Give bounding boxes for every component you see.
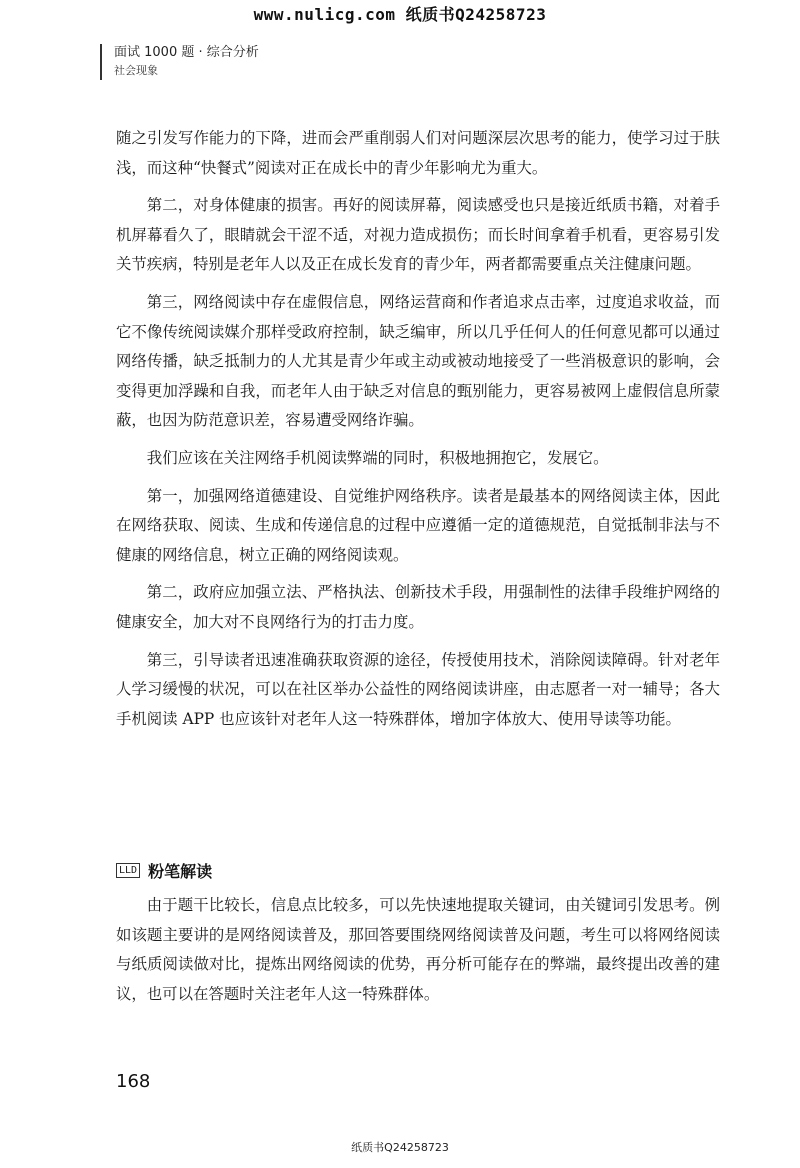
paragraph: 第二，政府应加强立法、严格执法、创新技术手段，用强制性的法律手段维护网络的健康安全，加大对不良网络行为的打击力度。 [116,583,720,631]
paragraph: 第三，网络阅读中存在虚假信息，网络运营商和作者追求点击率，过度追求收益，而它不像传统阅读媒介那样受政府控制，缺乏编审，所以几乎任何人的任何意见都可以通过网络传播，缺乏抵制力的人尤其是青少年或主动或被动地接受了一些消极意识的影响，会变得更加浮躁和自我，而老年人由于缺乏对信息的甄别能力，更容易被网上虚假信息所蒙蔽，也因为防范意识差，容易遭受网络诈骗。 [116,292,720,430]
section-title: 粉笔解读 [148,862,213,881]
paragraph: 随之引发写作能力的下降，进而会严重削弱人们对问题深层次思考的能力，使学习过于肤浅，而这种“快餐式”阅读对正在成长中的青少年影响尤为重大。 [116,129,720,177]
paragraph: 第二，对身体健康的损害。再好的阅读屏幕，阅读感受也只是接近纸质书籍，对着手机屏幕看久了，眼睛就会干涩不适，对视力造成损伤；而长时间拿着手机看，更容易引发关节疾病，特别是老年人以及正在成长发育的青少年，两者都需要重点关注健康问题。 [116,196,720,274]
chapter-subtitle: 社会现象 [114,64,158,77]
paragraph: 我们应该在关注网络手机阅读弊端的同时，积极地拥抱它，发展它。 [146,448,609,467]
running-header [100,44,259,80]
top-watermark: www.nulicg.com 纸质书Q24258723 [253,5,547,24]
analysis-heading [116,859,212,882]
body-text [116,124,720,742]
bottom-watermark: 纸质书Q24258723 [351,1141,449,1154]
paragraph: 第一，加强网络道德建设、自觉维护网络秩序。读者是最基本的网络阅读主体，因此在网络获取、阅读、生成和传递信息的过程中应遵循一定的道德规范，自觉抵制非法与不健康的网络信息，树立正确的网络阅读观。 [116,486,720,564]
book-title: 面试 1000 题 · 综合分析 [114,45,259,60]
analysis-paragraph: 由于题干比较长，信息点比较多，可以先快速地提取关键词，由关键词引发思考。例如该题主要讲的是网络阅读普及，那回答要围绕网络阅读普及问题，考生可以将网络阅读与纸质阅读做对比，提炼出网络阅读的优势，再分析可能存在的弊端，最终提出改善的建议，也可以在答题时关注老年人这一特殊群体。 [116,896,720,1003]
page-number: 168 [116,1071,151,1092]
section-badge-icon: LLD [116,863,140,878]
paragraph: 第三，引导读者迅速准确获取资源的途径，传授使用技术，消除阅读障碍。针对老年人学习缓慢的状况，可以在社区举办公益性的网络阅读讲座，由志愿者一对一辅导；各大手机阅读 APP 也应该针对老年人这一特殊群体，增加字体放大、使用导读等功能。 [116,650,720,728]
